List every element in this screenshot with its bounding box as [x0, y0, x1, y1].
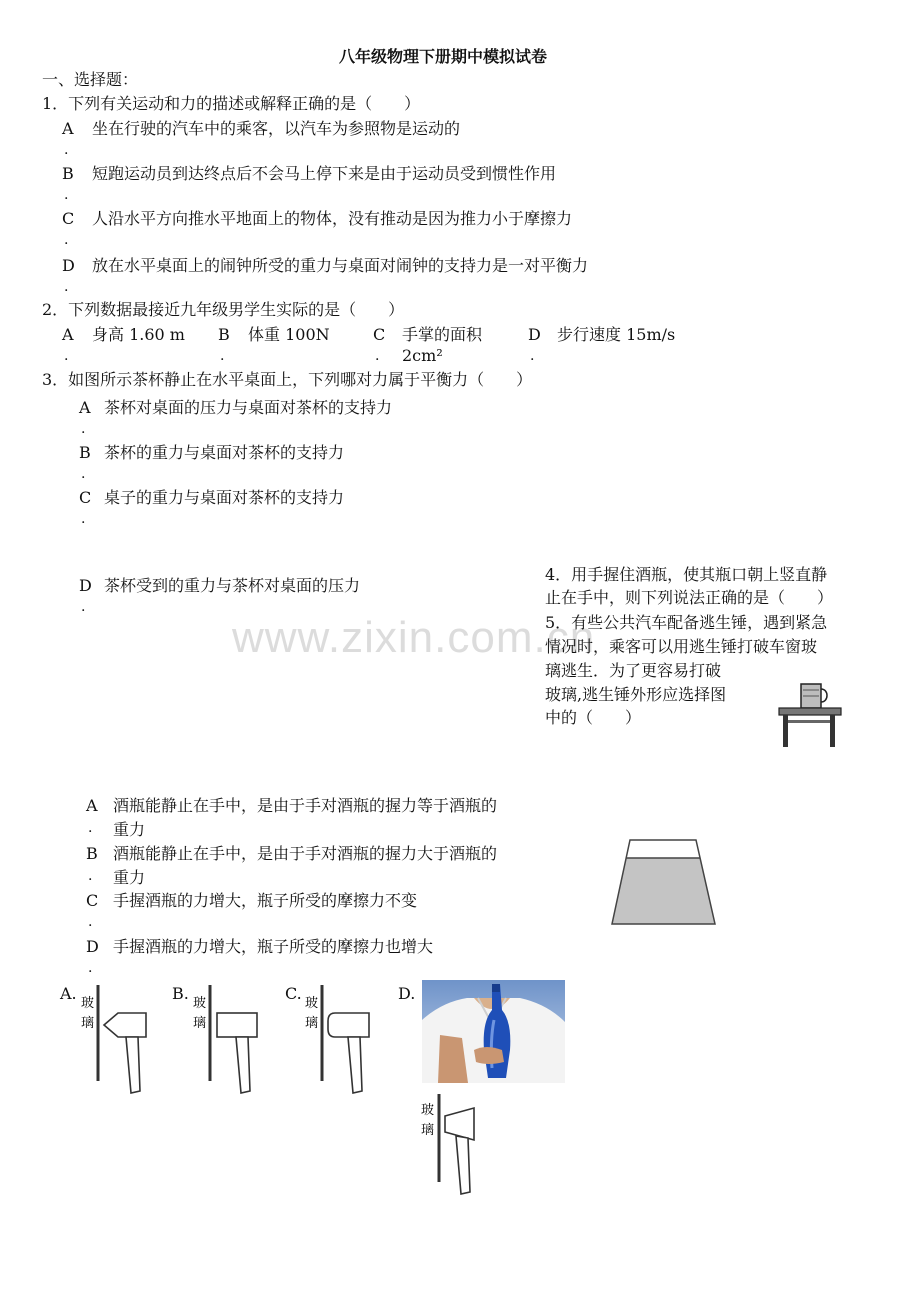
q1-option-d-text: 放在水平桌面上的闹钟所受的重力与桌面对闹钟的支持力是一对平衡力	[92, 256, 589, 275]
watermark: www.zixin.com.cn	[232, 613, 596, 662]
q3-option-d-period: .	[81, 599, 86, 615]
q2-option-d-letter: D	[528, 325, 541, 344]
q3-option-d-letter: D	[79, 576, 92, 595]
teacup-table-figure	[775, 680, 845, 752]
glass-char-2: 璃	[193, 1016, 207, 1031]
q1-option-b-period: .	[64, 187, 69, 203]
q4-option-a-text: 酒瓶能静止在手中，是由于手对酒瓶的握力等于酒瓶的	[113, 796, 498, 815]
q3-option-c-letter: C	[79, 488, 92, 507]
q4-option-d-text: 手握酒瓶的力增大，瓶子所受的摩擦力也增大	[113, 937, 434, 956]
q2-stem: 2．下列数据最接近九年级男学生实际的是（ ）	[42, 300, 405, 319]
q4-option-c-text: 手握酒瓶的力增大，瓶子所受的摩擦力不变	[113, 891, 418, 910]
q1-option-c-text: 人沿水平方向推水平地面上的物体，没有推动是因为推力小于摩擦力	[92, 209, 573, 228]
q1-option-a-letter: A	[62, 119, 74, 138]
q5-stem-line1: 5．有些公共汽车配备逃生锤，遇到紧急	[545, 613, 828, 632]
page-title: 八年级物理下册期中模拟试卷	[339, 47, 548, 66]
q4-option-c-period: .	[88, 914, 93, 930]
hammer-c-figure	[302, 983, 382, 1098]
q2-option-b-letter: B	[218, 325, 230, 344]
q3-option-a-letter: A	[79, 398, 91, 417]
q2-option-c-text: 手掌的面积	[402, 325, 483, 344]
q1-option-d-period: .	[64, 279, 69, 295]
q5-stem-line3: 璃逃生．为了更容易打破	[545, 661, 722, 680]
hammer-a-label: A.	[60, 984, 77, 1003]
bottle-photo	[422, 980, 565, 1083]
glass-char-1: 玻	[305, 996, 319, 1011]
q4-option-b-letter: B	[86, 844, 98, 863]
q2-option-d-period: .	[530, 348, 535, 364]
q4-option-c-letter: C	[86, 891, 99, 910]
q3-option-b-period: .	[81, 466, 86, 482]
q2-option-c-text-line2: 2cm²	[402, 346, 443, 365]
q2-option-a-text: 身高 1.60 m	[92, 325, 185, 344]
bottle-photo-drawing	[422, 980, 565, 1083]
q4-option-a-text-line2: 重力	[113, 820, 146, 839]
q2-option-d-text: 步行速度 15m/s	[557, 325, 676, 344]
q3-option-b-text: 茶杯的重力与桌面对茶杯的支持力	[104, 443, 345, 462]
hammer-a-figure	[78, 983, 158, 1098]
q1-option-b-letter: B	[62, 164, 74, 183]
q3-option-d-text: 茶杯受到的重力与茶杯对桌面的压力	[104, 576, 361, 595]
hammer-b-figure	[190, 983, 270, 1098]
hammer-b-label: B.	[172, 984, 189, 1003]
glass-char-2: 璃	[81, 1016, 95, 1031]
hammer-c-label: C.	[285, 984, 302, 1003]
glass-char-2: 璃	[421, 1123, 435, 1138]
q1-option-a-period: .	[64, 142, 69, 158]
q3-option-b-letter: B	[79, 443, 91, 462]
hammer-d-label: D.	[398, 984, 416, 1003]
q1-option-c-period: .	[64, 232, 69, 248]
hammer-d-figure	[418, 1094, 498, 1204]
glass-char-2: 璃	[305, 1016, 319, 1031]
q3-option-c-text: 桌子的重力与桌面对茶杯的支持力	[104, 488, 345, 507]
q4-option-b-text-line2: 重力	[113, 868, 146, 887]
q5-stem-line4: 玻璃,逃生锤外形应选择图	[545, 685, 727, 704]
q3-option-c-period: .	[81, 511, 86, 527]
q4-option-a-period: .	[88, 820, 93, 836]
q3-option-a-text: 茶杯对桌面的压力与桌面对茶杯的支持力	[104, 398, 393, 417]
q2-option-a-period: .	[64, 348, 69, 364]
q2-option-c-letter: C	[373, 325, 386, 344]
q4-stem-line1: 4．用手握住酒瓶，使其瓶口朝上竖直静	[545, 565, 828, 584]
q2-option-b-text: 体重 100N	[248, 325, 330, 344]
q1-option-b-text: 短跑运动员到达终点后不会马上停下来是由于运动员受到惯性作用	[92, 164, 557, 183]
glass-char-1: 玻	[421, 1103, 435, 1118]
q5-stem-line2: 情况时，乘客可以用逃生锤打破车窗玻	[545, 637, 818, 656]
q2-option-c-period: .	[375, 348, 380, 364]
q4-option-b-period: .	[88, 868, 93, 884]
q1-option-d-letter: D	[62, 256, 75, 275]
q3-option-a-period: .	[81, 421, 86, 437]
glass-char-1: 玻	[81, 996, 95, 1011]
q4-option-d-period: .	[88, 960, 93, 976]
trapezoid-container-figure	[608, 838, 720, 928]
section-heading: 一、选择题：	[42, 70, 139, 89]
q2-option-a-letter: A	[62, 325, 74, 344]
q4-option-b-text: 酒瓶能静止在手中，是由于手对酒瓶的握力大于酒瓶的	[113, 844, 498, 863]
q1-option-c-letter: C	[62, 209, 75, 228]
q5-stem-line5: 中的（ ）	[545, 708, 642, 727]
q4-stem-line2: 止在手中，则下列说法正确的是（ ）	[545, 588, 834, 607]
q2-option-b-period: .	[220, 348, 225, 364]
q3-stem: 3．如图所示茶杯静止在水平桌面上，下列哪对力属于平衡力（ ）	[42, 370, 533, 389]
q1-option-a-text: 坐在行驶的汽车中的乘客，以汽车为参照物是运动的	[92, 119, 461, 138]
q4-option-d-letter: D	[86, 937, 99, 956]
q1-stem: 1．下列有关运动和力的描述或解释正确的是（ ）	[42, 94, 421, 113]
glass-char-1: 玻	[193, 996, 207, 1011]
q4-option-a-letter: A	[86, 796, 98, 815]
